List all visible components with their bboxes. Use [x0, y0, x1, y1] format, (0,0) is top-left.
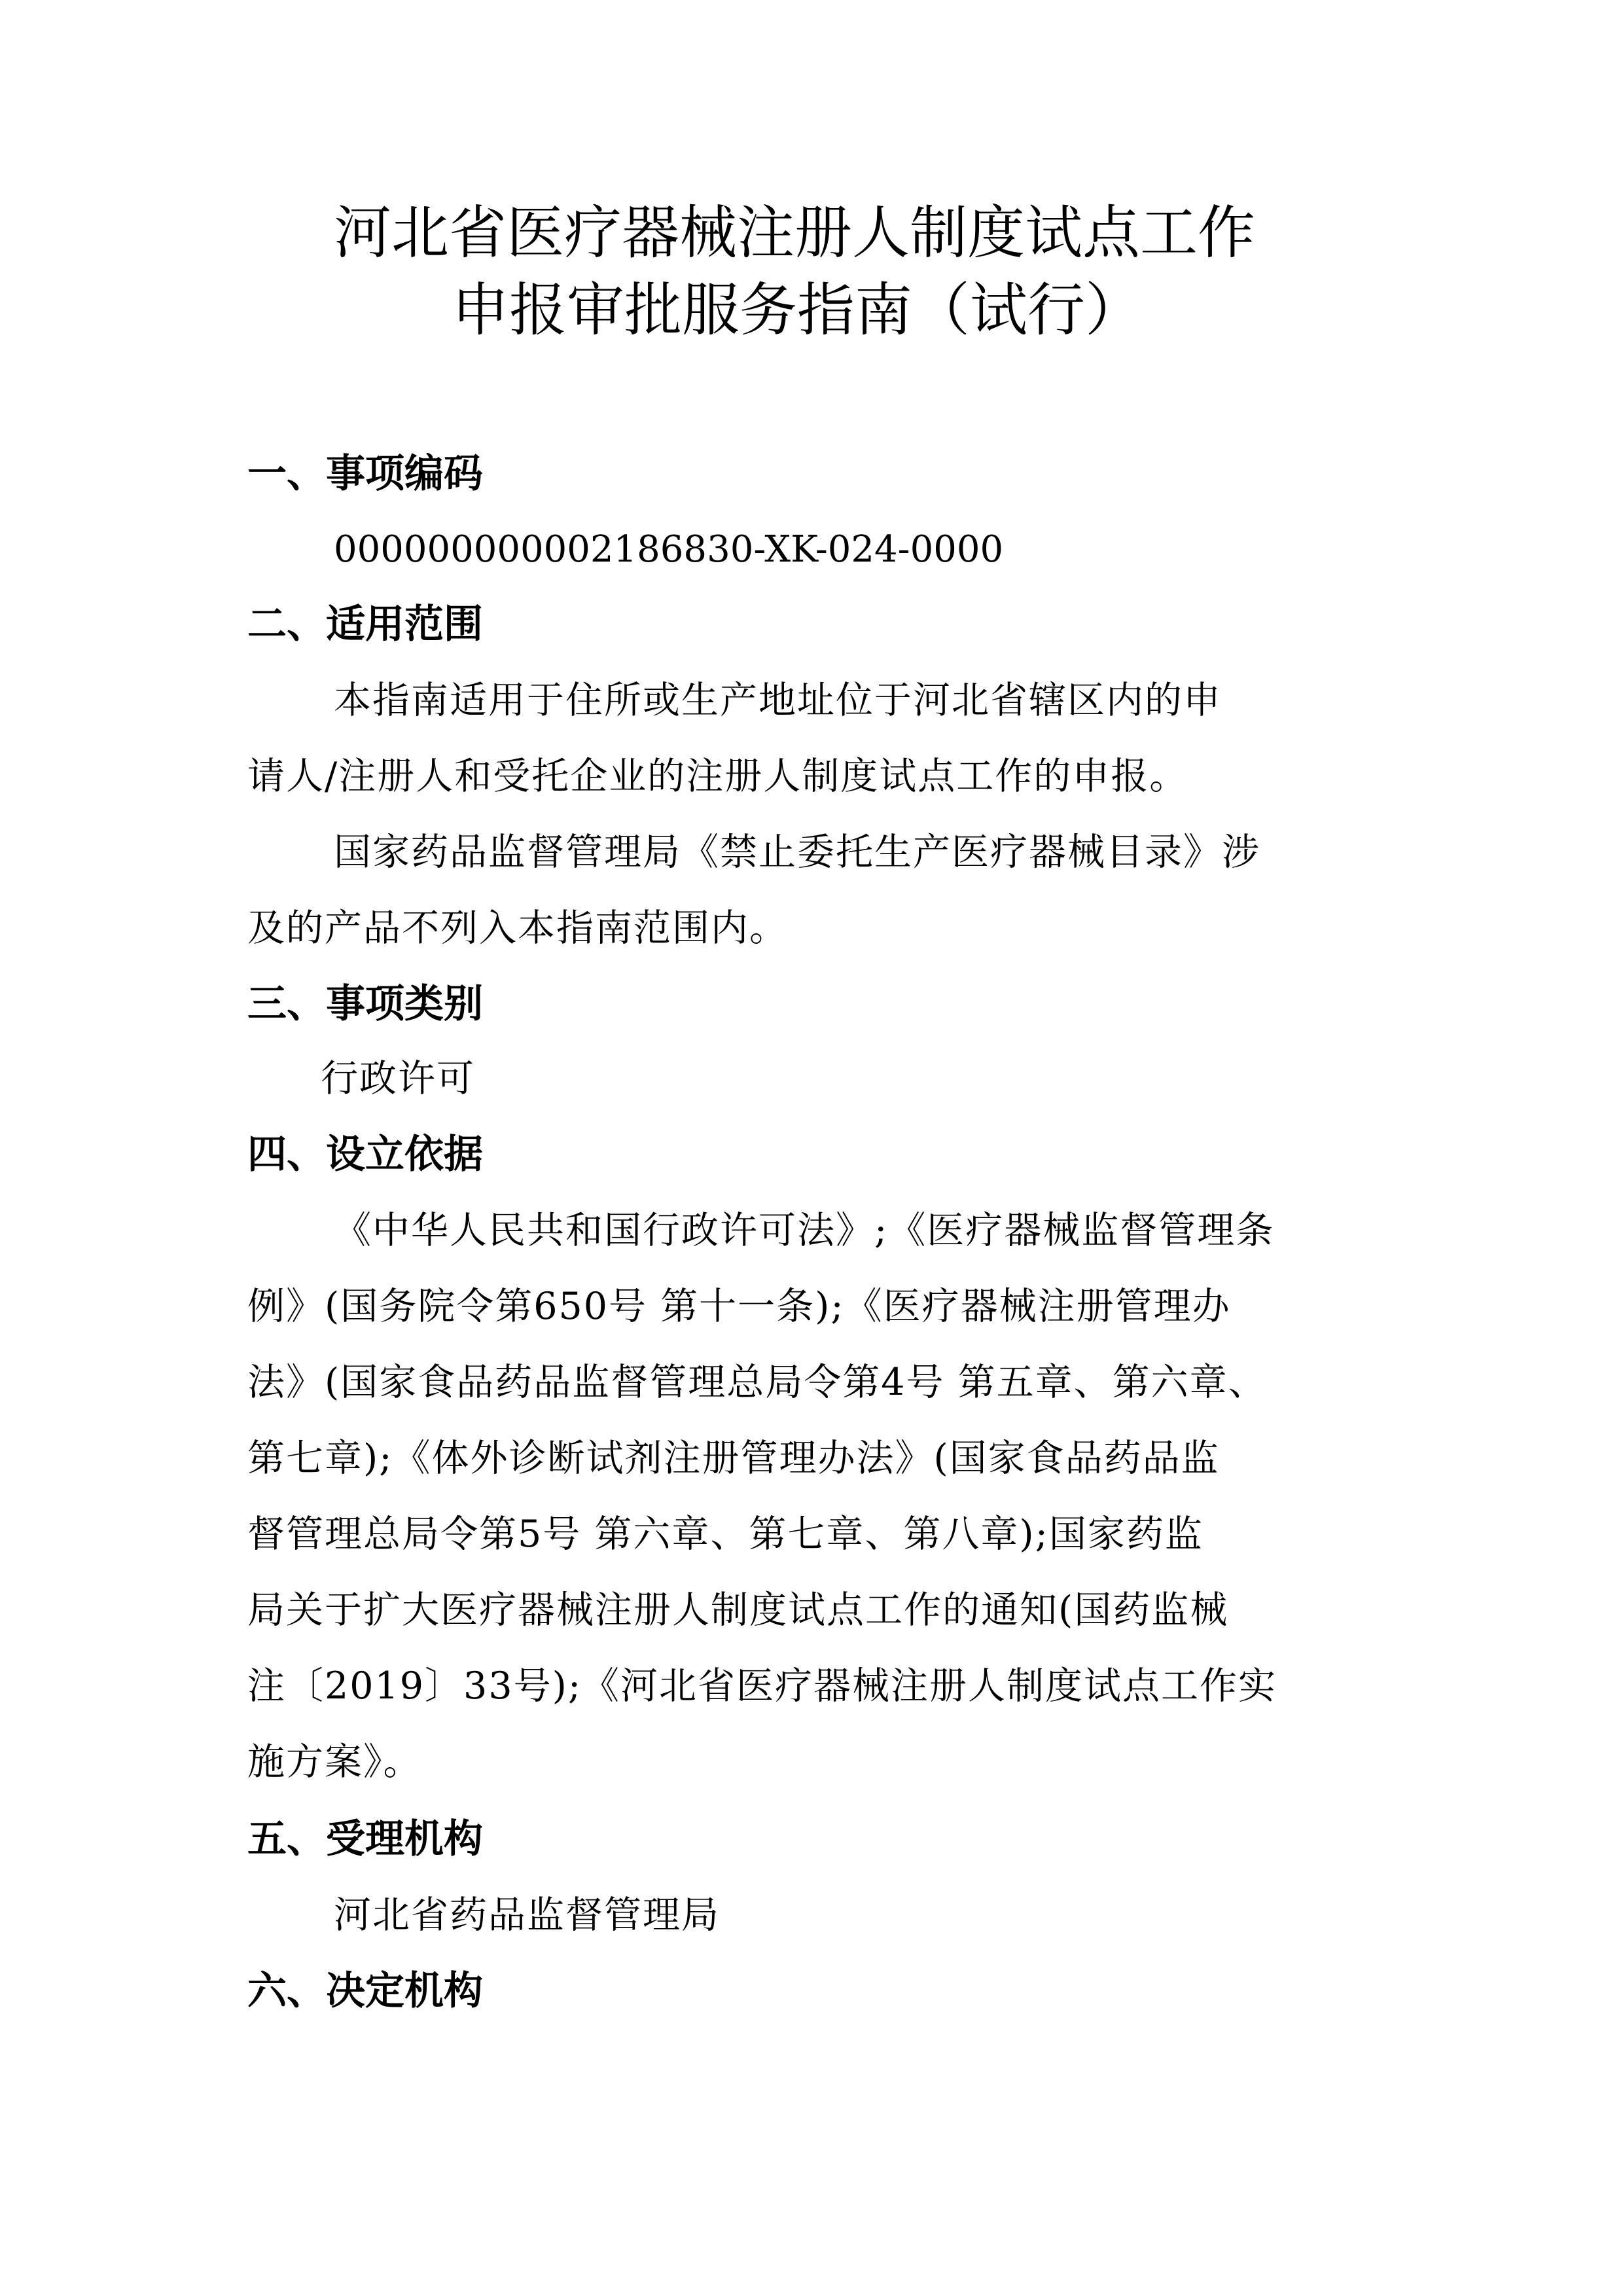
document-title-line-2: 申报审批服务指南（试行）: [452, 276, 1143, 344]
section-heading-legal-basis: 四、设立依据: [247, 1132, 483, 1177]
legal-basis-line: 法》(国家食品药品监督管理总局令第4号 第五章、第六章、: [247, 1361, 1267, 1404]
section-heading-item-code: 一、事项编码: [247, 451, 483, 497]
section-heading-scope: 二、适用范围: [247, 601, 483, 647]
category-value: 行政许可: [321, 1057, 475, 1100]
legal-basis-line: 局关于扩大医疗器械注册人制度试点工作的通知(国药监械: [247, 1588, 1229, 1632]
section-heading-category: 三、事项类别: [247, 981, 483, 1027]
legal-basis-line: 例》(国务院令第650号 第十一条);《医疗器械注册管理办: [247, 1285, 1231, 1328]
legal-basis-line: 施方案》。: [247, 1740, 422, 1784]
scope-line: 国家药品监督管理局《禁止委托生产医疗器械目录》涉: [334, 831, 1260, 874]
legal-basis-line: 第七章);《体外诊断试剂注册管理办法》(国家食品药品监: [247, 1437, 1220, 1480]
legal-basis-line: 《中华人民共和国行政许可法》;《医疗器械监督管理条: [334, 1209, 1275, 1252]
scope-line: 请人/注册人和受托企业的注册人制度试点工作的申报。: [247, 755, 1188, 798]
document-title-line-1: 河北省医疗器械注册人制度试点工作: [334, 199, 1256, 266]
scope-line: 本指南适用于住所或生产地址位于河北省辖区内的申: [334, 679, 1222, 722]
section-heading-deciding-agency: 六、决定机构: [247, 1968, 483, 2014]
scope-line: 及的产品不列入本指南范围内。: [247, 906, 788, 950]
legal-basis-line: 注〔2019〕33号);《河北省医疗器械注册人制度试点工作实: [247, 1664, 1277, 1708]
item-code-value: 000000000002186830-XK-024-0000: [334, 528, 1004, 571]
section-heading-accepting-agency: 五、受理机构: [247, 1816, 483, 1862]
accepting-agency-value: 河北省药品监督管理局: [334, 1893, 720, 1937]
legal-basis-line: 督管理总局令第5号 第六章、第七章、第八章);国家药监: [247, 1513, 1204, 1556]
